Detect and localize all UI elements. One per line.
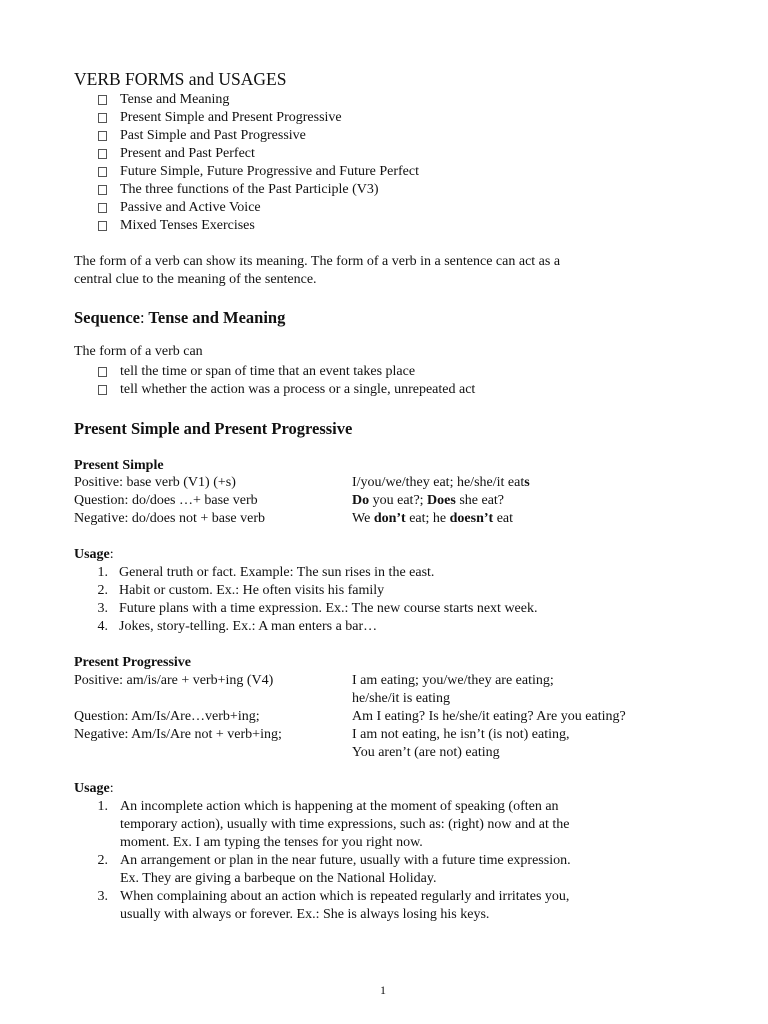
- checkbox-icon: [98, 385, 107, 395]
- sequence-lead: The form of a verb can: [74, 344, 203, 359]
- form-cell: Positive: am/is/are + verb+ing (V4): [74, 673, 274, 688]
- example-cell: Do you eat?; Does she eat?: [352, 493, 505, 508]
- example-cell: I am not eating, he isn’t (is not) eating,: [352, 727, 570, 742]
- usage-label: Usage:: [74, 547, 114, 562]
- form-cell: Question: Am/Is/Are…verb+ing;: [74, 709, 260, 724]
- usage-item: Habit or custom. Ex.: He often visits his family: [119, 583, 385, 598]
- toc-item: Future Simple, Future Progressive and Future Perfect: [120, 164, 420, 179]
- toc-item: Passive and Active Voice: [120, 200, 261, 215]
- example-cell: he/she/it is eating: [352, 691, 450, 706]
- toc-item: Past Simple and Past Progressive: [120, 128, 306, 143]
- page-number: 1: [380, 983, 386, 997]
- usage-item-line: When complaining about an action which is repeated regularly and irritates you,: [120, 889, 570, 904]
- toc-item: Mixed Tenses Exercises: [120, 218, 255, 233]
- usage-item-line: An arrangement or plan in the near future, usually with a future time expression.: [120, 853, 571, 868]
- usage-item: Jokes, story-telling. Ex.: A man enters a bar…: [119, 619, 378, 634]
- section-heading-sequence: Sequence: Tense and Meaning: [74, 308, 286, 327]
- subheading-present-progressive: Present Progressive: [74, 655, 192, 670]
- example-cell: You aren’t (are not) eating: [352, 745, 500, 760]
- list-number: 2.: [97, 853, 108, 868]
- checkbox-icon: [98, 203, 107, 213]
- document-title: VERB FORMS and USAGES: [74, 69, 287, 89]
- example-cell: I/you/we/they eat; he/she/it eats: [352, 475, 530, 490]
- usage-item-line: An incomplete action which is happening at the moment of speaking (often an: [120, 799, 559, 814]
- section-heading-present: Present Simple and Present Progressive: [74, 419, 353, 438]
- checkbox-icon: [98, 167, 107, 177]
- toc-item: Present Simple and Present Progressive: [120, 110, 342, 125]
- checkbox-icon: [98, 113, 107, 123]
- example-cell: I am eating; you/we/they are eating;: [352, 673, 554, 688]
- form-cell: Question: do/does …+ base verb: [74, 493, 258, 508]
- form-cell: Negative: do/does not + base verb: [74, 511, 266, 526]
- list-number: 2.: [97, 583, 108, 598]
- sequence-bullet: tell whether the action was a process or a single, unrepeated act: [120, 382, 476, 397]
- list-number: 3.: [97, 601, 108, 616]
- intro-line: central clue to the meaning of the sentence.: [74, 272, 317, 287]
- subheading-present-simple: Present Simple: [74, 458, 164, 473]
- intro-line: The form of a verb can show its meaning. The form of a verb in a sentence can act as a: [74, 254, 561, 269]
- checkbox-icon: [98, 185, 107, 195]
- usage-label: Usage:: [74, 781, 114, 796]
- usage-item-line: Ex. They are giving a barbeque on the National Holiday.: [120, 871, 437, 886]
- form-cell: Positive: base verb (V1) (+s): [74, 475, 236, 490]
- usage-item-line: usually with always or forever. Ex.: She is always losing his keys.: [120, 907, 490, 922]
- usage-item-line: moment. Ex. I am typing the tenses for you right now.: [120, 835, 423, 850]
- list-number: 3.: [97, 889, 108, 904]
- checkbox-icon: [98, 149, 107, 159]
- form-cell: Negative: Am/Is/Are not + verb+ing;: [74, 727, 282, 742]
- toc-item: Tense and Meaning: [120, 92, 230, 107]
- list-number: 4.: [97, 619, 108, 634]
- checkbox-icon: [98, 95, 107, 105]
- toc-item: Present and Past Perfect: [120, 146, 255, 161]
- list-number: 1.: [97, 565, 108, 580]
- usage-item: General truth or fact. Example: The sun rises in the east.: [119, 565, 435, 580]
- checkbox-icon: [98, 131, 107, 141]
- checkbox-icon: [98, 221, 107, 231]
- checkbox-icon: [98, 367, 107, 377]
- usage-item-line: temporary action), usually with time expressions, such as: (right) now and at the: [120, 817, 570, 832]
- example-cell: We don’t eat; he doesn’t eat: [352, 511, 514, 526]
- list-number: 1.: [97, 799, 108, 814]
- sequence-bullet: tell the time or span of time that an event takes place: [120, 364, 416, 379]
- usage-item: Future plans with a time expression. Ex.: The new course starts next week.: [119, 601, 538, 616]
- toc-item: The three functions of the Past Participle (V3): [120, 182, 379, 197]
- example-cell: Am I eating? Is he/she/it eating? Are you eating?: [352, 709, 626, 724]
